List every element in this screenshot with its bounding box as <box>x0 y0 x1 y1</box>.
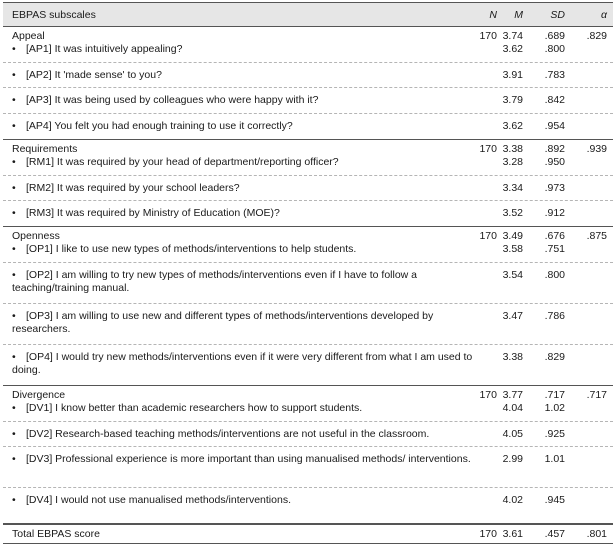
item-sd: 1.02 <box>544 402 565 414</box>
bullet-icon: • <box>12 120 16 132</box>
total-label: Total EBPAS score <box>12 528 100 540</box>
item-text: [DV3] Professional experience is more important than using manualised methods/ interventions. <box>26 453 471 465</box>
group-m: 3.49 <box>502 230 523 242</box>
group-alpha: .939 <box>586 143 607 155</box>
item-text: [DV1] I know better than academic researchers how to support students. <box>26 402 363 414</box>
table-row <box>3 201 613 227</box>
header-m: M <box>514 9 523 21</box>
bullet-icon: • <box>12 453 16 465</box>
bullet-icon: • <box>12 269 16 281</box>
item-text: [OP4] I would try new methods/interventions even if it were very different from what I am used to doing. <box>12 351 473 376</box>
group-n: 170 <box>479 143 497 155</box>
list-item <box>12 428 482 441</box>
list-item <box>12 402 482 415</box>
item-sd: .783 <box>544 69 565 81</box>
item-m: 3.79 <box>502 94 523 106</box>
list-item <box>12 69 482 82</box>
group-sd: .676 <box>544 230 565 242</box>
item-m: 3.62 <box>502 120 523 132</box>
item-text: [DV2] Research-based teaching methods/interventions are not useful in the classroom. <box>26 428 430 440</box>
item-sd: .800 <box>544 43 565 55</box>
group-sd: .892 <box>544 143 565 155</box>
total-n: 170 <box>479 528 497 540</box>
bullet-icon: • <box>12 156 16 168</box>
group-n: 170 <box>479 389 497 401</box>
header-label: EBPAS subscales <box>12 9 96 21</box>
bullet-icon: • <box>12 351 16 363</box>
item-m: 4.04 <box>502 402 523 414</box>
table-row <box>3 488 613 524</box>
item-sd: .973 <box>544 182 565 194</box>
group-n: 170 <box>479 230 497 242</box>
table-row <box>3 304 613 345</box>
item-m: 3.38 <box>502 351 523 363</box>
item-m: 3.54 <box>502 269 523 281</box>
total-alpha: .801 <box>586 528 607 540</box>
table-header <box>3 2 613 27</box>
item-m: 4.02 <box>502 494 523 506</box>
list-item <box>12 269 482 295</box>
item-text: [RM1] It was required by your head of department/reporting officer? <box>26 156 339 168</box>
list-item <box>12 310 482 336</box>
table-row <box>3 422 613 447</box>
list-item <box>12 351 482 377</box>
list-item <box>12 94 482 107</box>
item-m: 3.34 <box>502 182 523 194</box>
bullet-icon: • <box>12 207 16 219</box>
list-item <box>12 182 482 195</box>
table-row <box>3 63 613 88</box>
table-row <box>3 27 613 63</box>
table-row <box>3 140 613 176</box>
item-text: [OP1] I like to use new types of methods/interventions to help students. <box>26 243 357 255</box>
list-item <box>12 43 482 56</box>
list-item <box>12 120 482 133</box>
list-item <box>12 243 482 256</box>
item-m: 3.52 <box>502 207 523 219</box>
item-text: [DV4] I would not use manualised methods/interventions. <box>26 494 291 506</box>
bullet-icon: • <box>12 182 16 194</box>
bullet-icon: • <box>12 69 16 81</box>
item-sd: .954 <box>544 120 565 132</box>
group-n: 170 <box>479 30 497 42</box>
list-item <box>12 494 482 507</box>
header-alpha: α <box>601 9 607 21</box>
list-item <box>12 156 482 169</box>
item-sd: .912 <box>544 207 565 219</box>
item-sd: .751 <box>544 243 565 255</box>
item-sd: .945 <box>544 494 565 506</box>
table-row <box>3 88 613 114</box>
list-item <box>12 207 482 220</box>
group-alpha: .717 <box>586 389 607 401</box>
group-title: Openness <box>12 230 60 242</box>
table-row <box>3 263 613 304</box>
table-row <box>3 386 613 422</box>
item-text: [AP1] It was intuitively appealing? <box>26 43 183 55</box>
item-sd: .786 <box>544 310 565 322</box>
item-text: [OP3] I am willing to use new and different types of methods/interventions developed by researchers. <box>12 310 434 335</box>
item-m: 3.47 <box>502 310 523 322</box>
bullet-icon: • <box>12 43 16 55</box>
item-text: [AP3] It was being used by colleagues who were happy with it? <box>26 94 319 106</box>
table-row <box>3 176 613 201</box>
group-title: Appeal <box>12 30 45 42</box>
item-sd: .800 <box>544 269 565 281</box>
item-sd: 1.01 <box>544 453 565 465</box>
item-m: 4.05 <box>502 428 523 440</box>
item-m: 2.99 <box>502 453 523 465</box>
total-row <box>3 524 613 544</box>
group-title: Requirements <box>12 143 78 155</box>
item-text: [RM2] It was required by your school leaders? <box>26 182 240 194</box>
item-sd: .842 <box>544 94 565 106</box>
item-m: 3.28 <box>502 156 523 168</box>
group-m: 3.74 <box>502 30 523 42</box>
group-alpha: .875 <box>586 230 607 242</box>
group-sd: .717 <box>544 389 565 401</box>
item-text: [AP2] It 'made sense' to you? <box>26 69 162 81</box>
item-text: [AP4] You felt you had enough training to use it correctly? <box>26 120 293 132</box>
group-alpha: .829 <box>586 30 607 42</box>
group-m: 3.77 <box>502 389 523 401</box>
table-row <box>3 447 613 488</box>
total-sd: .457 <box>544 528 565 540</box>
item-text: [RM3] It was required by Ministry of Education (MOE)? <box>26 207 280 219</box>
bullet-icon: • <box>12 243 16 255</box>
group-title: Divergence <box>12 389 66 401</box>
item-m: 3.91 <box>502 69 523 81</box>
bullet-icon: • <box>12 402 16 414</box>
item-sd: .950 <box>544 156 565 168</box>
group-m: 3.38 <box>502 143 523 155</box>
table-row <box>3 227 613 263</box>
header-n: N <box>489 9 497 21</box>
ebpas-table <box>3 2 613 544</box>
table-row <box>3 114 613 140</box>
list-item <box>12 453 482 466</box>
item-text: [OP2] I am willing to try new types of methods/interventions even if I have to follow a teaching/training manual. <box>12 269 418 294</box>
table-row <box>3 345 613 386</box>
item-sd: .829 <box>544 351 565 363</box>
bullet-icon: • <box>12 428 16 440</box>
item-m: 3.58 <box>502 243 523 255</box>
bullet-icon: • <box>12 94 16 106</box>
total-m: 3.61 <box>502 528 523 540</box>
bullet-icon: • <box>12 310 16 322</box>
group-sd: .689 <box>544 30 565 42</box>
header-sd: SD <box>550 9 565 21</box>
bullet-icon: • <box>12 494 16 506</box>
item-m: 3.62 <box>502 43 523 55</box>
item-sd: .925 <box>544 428 565 440</box>
